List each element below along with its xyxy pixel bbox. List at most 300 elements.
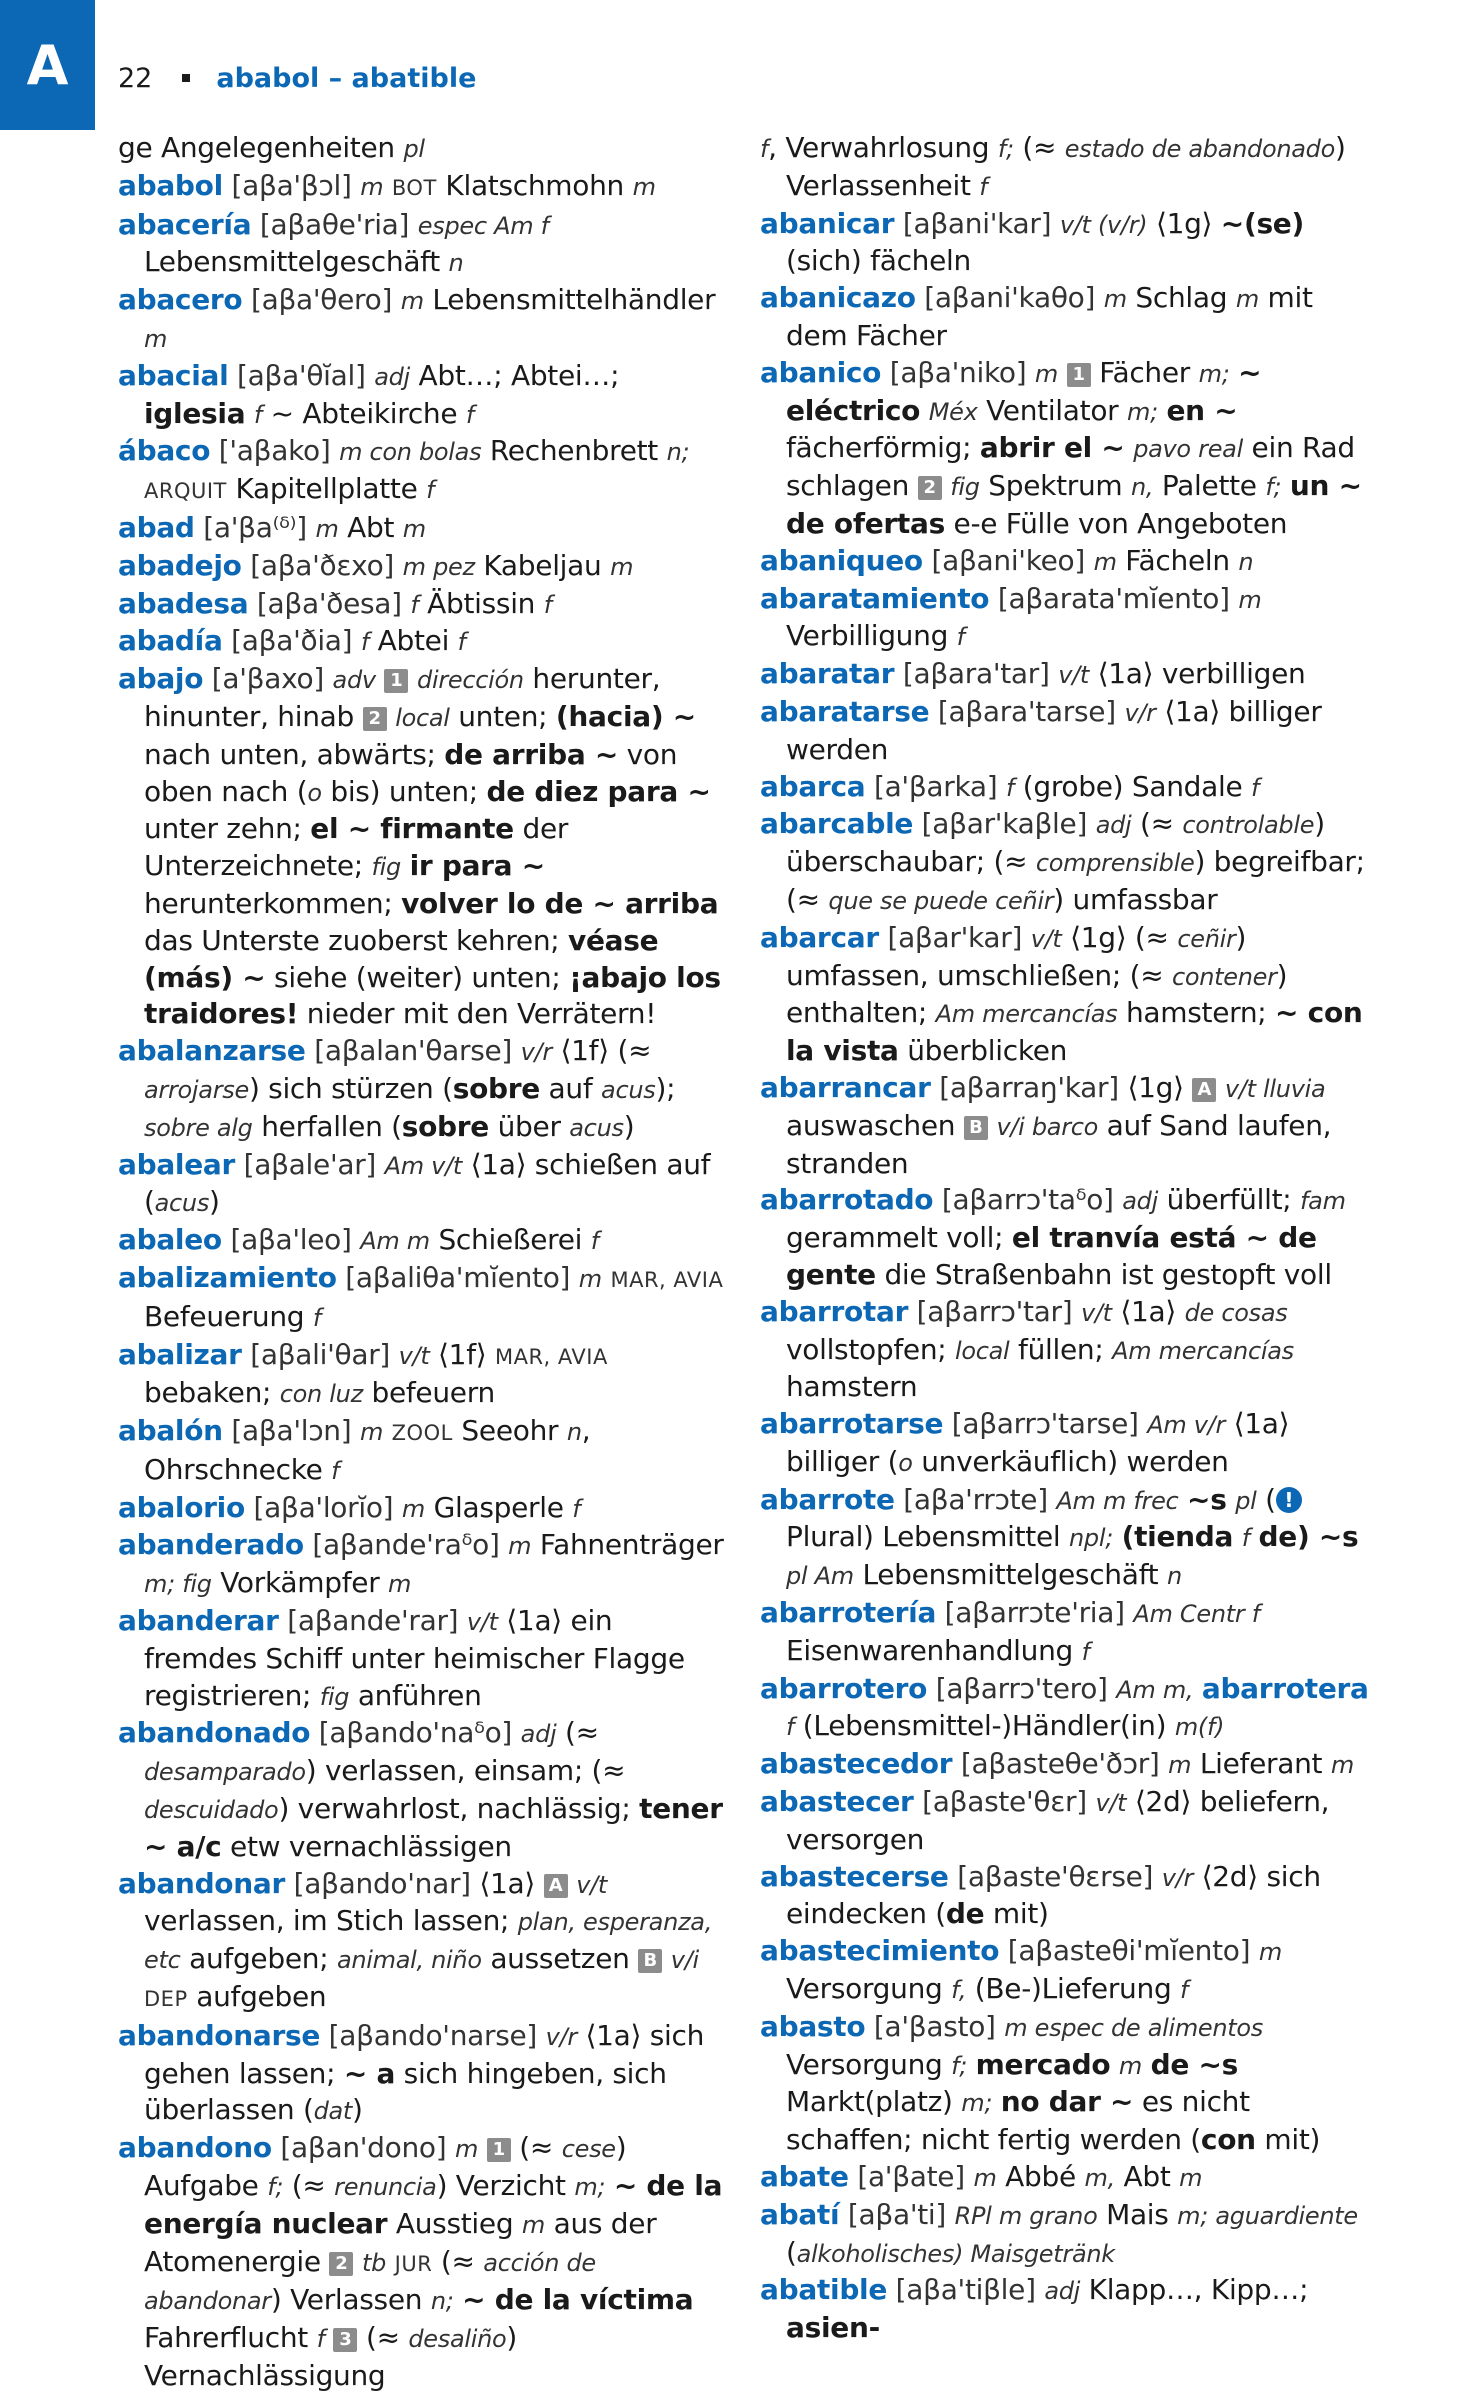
definition-text: ): [352, 2093, 363, 2127]
dictionary-entry: [118, 282, 728, 358]
headword: abalorio: [118, 1490, 245, 1524]
grammar-label: m;: [1198, 359, 1230, 388]
definition-text: ⟨1g⟩: [1127, 1070, 1193, 1104]
definition-text: auf: [539, 1071, 602, 1105]
definition-text: [353, 2245, 362, 2278]
definition-text: ) verlassen, einsam; (≈: [305, 1754, 626, 1788]
definition-text: (≈: [357, 2321, 409, 2355]
pronunciation: [aβaθe'ria]: [251, 207, 418, 241]
definition-text: mit dem Fächer: [786, 281, 1313, 352]
grammar-label: v/r: [520, 1038, 552, 1067]
definition-text: [376, 662, 385, 695]
definition-text: Lieferant: [1191, 1747, 1331, 1781]
definition-text: mit): [1255, 2123, 1321, 2157]
pronunciation: [aβa'lɔn]: [222, 1414, 360, 1448]
phrase: mercado: [975, 2047, 1111, 2081]
definition-text: [1178, 1483, 1187, 1516]
phrase: abrir el ~: [979, 431, 1125, 465]
definition-text: Glasperle: [424, 1490, 573, 1524]
grammar-label: f: [1180, 1976, 1189, 2005]
pronunciation: [a'βa⁽ᵟ⁾]: [194, 510, 316, 544]
definition-text: die Straßenbahn ist gestopft voll: [875, 1257, 1332, 1291]
pronunciation: ['aβako]: [210, 434, 340, 468]
grammar-label: m: [973, 2164, 997, 2193]
definition-text: (sich) fächeln: [786, 244, 971, 278]
right-column: [760, 130, 1372, 2347]
pronunciation: [aβaste'θɛr]: [913, 1785, 1096, 1819]
sense-number: 3: [333, 2328, 357, 2352]
grammar-label: fig: [371, 853, 401, 882]
grammar-label: f: [316, 2325, 325, 2354]
pronunciation: [aβa'θero]: [242, 283, 401, 317]
grammar-label: m: [610, 552, 634, 581]
headword: abaratamiento: [760, 581, 990, 615]
headword: abad: [118, 510, 195, 544]
grammar-label: n;: [666, 438, 690, 467]
definition-text: von oben nach (: [144, 737, 678, 808]
grammar-label: adv: [332, 666, 376, 695]
grammar-label: adj: [1044, 2277, 1081, 2306]
phrase: (tienda: [1121, 1520, 1234, 1554]
grammar-label: m: [144, 324, 168, 353]
pronunciation: [aβasteθe'ðɔr]: [952, 1747, 1169, 1781]
grammar-label: Am v/t: [384, 1151, 462, 1180]
headword: abarrotarse: [760, 1407, 944, 1441]
definition-text: [478, 2131, 487, 2164]
grammar-label: m; aguardiente: [1177, 2201, 1358, 2230]
grammar-label: Am m: [360, 1227, 430, 1256]
grammar-label: RPl m grano: [954, 2201, 1098, 2230]
definition-text: ) verwahrlost, nachlässig;: [278, 1792, 640, 1826]
dictionary-entry: [760, 355, 1372, 543]
pronunciation: [aβa'ðia]: [222, 624, 361, 658]
grammar-label: desamparado: [144, 1758, 306, 1787]
grammar-label: alkoholisches) Maisgetränk: [796, 2239, 1115, 2268]
headword: abandonar: [118, 1866, 285, 1900]
headword: abatí: [760, 2197, 840, 2231]
dictionary-entry: [118, 586, 728, 624]
pronunciation: [aβando'naᵟo]: [310, 1716, 521, 1750]
headword: abatible: [760, 2273, 888, 2307]
definition-text: ) Verlassenheit: [786, 131, 1346, 202]
definition-text: hamstern: [786, 1370, 918, 1404]
dictionary-entry: [760, 280, 1372, 355]
dictionary-entry: [760, 769, 1372, 807]
dictionary-entry: [118, 510, 728, 548]
grammar-label: sobre alg: [144, 1113, 253, 1142]
dictionary-entry: [760, 2009, 1372, 2159]
definition-text: das Unterste zuoberst kehren;: [144, 923, 569, 957]
sense-number: 2: [363, 707, 387, 731]
definition-text: [325, 2321, 334, 2354]
headword: abaratar: [760, 657, 895, 691]
headword: abanicar: [760, 206, 895, 240]
grammar-label: v/t: [1080, 1298, 1112, 1327]
dictionary-entry: [760, 130, 1372, 206]
grammar-label: m: [388, 1570, 412, 1599]
sense-number: 2: [329, 2252, 353, 2276]
headword: abastecimiento: [760, 1934, 1000, 1968]
grammar-label: m: [1179, 2164, 1203, 2193]
grammar-label: adj: [520, 1720, 557, 1749]
grammar-label: f: [465, 400, 475, 429]
grammar-label: f: [457, 628, 466, 657]
definition-text: (≈: [510, 2131, 562, 2165]
grammar-label: local: [955, 1336, 1010, 1365]
definition-text: unten;: [449, 699, 556, 733]
headword: ábaco: [118, 434, 211, 468]
pronunciation: [aβar'kaβle]: [913, 807, 1096, 841]
grammar-label: m: [402, 514, 426, 543]
phrase: ~(se): [1220, 206, 1304, 240]
sense-number: B: [638, 1949, 662, 1973]
definition-text: [454, 2283, 463, 2316]
grammar-label: m,: [1084, 2164, 1115, 2193]
definition-text: auswaschen: [786, 1108, 964, 1142]
grammar-label: m: [359, 1418, 384, 1447]
definition-text: aufgeben: [187, 1980, 327, 2014]
headword: abarrotado: [760, 1183, 934, 1217]
dictionary-entry: [760, 920, 1372, 1070]
dictionary-entry: [760, 694, 1372, 769]
grammar-label: f: [426, 476, 435, 505]
grammar-label: f: [786, 1713, 795, 1742]
definition-text: ) überschaubar; (≈: [786, 807, 1325, 879]
grammar-label: pl Am: [786, 1562, 854, 1591]
pronunciation: [aβara'tarse]: [929, 694, 1125, 728]
phrase: de arriba ~: [444, 737, 619, 771]
dictionary-entry: [760, 1070, 1372, 1182]
sense-number: 1: [487, 2138, 511, 2162]
grammar-label: f: [590, 1227, 599, 1256]
grammar-label: m: [1103, 285, 1127, 314]
definition-text: [1058, 356, 1067, 389]
headword: abarrotero: [760, 1671, 928, 1705]
definition-text: Schlag: [1126, 281, 1236, 315]
grammar-label: f: [1005, 773, 1015, 802]
headword: abacería: [118, 207, 252, 241]
definition-text: Abt…; Abtei…;: [409, 358, 620, 392]
grammar-label: m: [521, 2210, 545, 2239]
grammar-label: fig: [950, 473, 980, 502]
headword: abanico: [760, 355, 882, 389]
definition-text: Kabeljau: [474, 548, 611, 582]
pronunciation: [aβande'raᵟo]: [303, 1528, 509, 1562]
definition-text: [1142, 2048, 1151, 2081]
headword: abacero: [118, 283, 243, 317]
pronunciation: [a'βate]: [848, 2160, 974, 2194]
dictionary-entry: [760, 1294, 1372, 1406]
definition-text: Versorgung: [786, 2047, 952, 2081]
dictionary-entry: [760, 1595, 1372, 1671]
grammar-label: n: [448, 249, 464, 278]
grammar-label: m;: [961, 2089, 993, 2118]
pronunciation: [aβarrɔ'tarse]: [943, 1407, 1148, 1441]
headword: abandono: [118, 2131, 272, 2165]
domain-label: ZOOL: [391, 1421, 453, 1446]
definition-text: (: [786, 2235, 797, 2269]
definition-text: [605, 2169, 614, 2202]
pronunciation: [aβali'θar]: [241, 1337, 399, 1371]
dictionary-entry: [118, 1337, 728, 1414]
left-column: [118, 130, 728, 2395]
definition-text: Ventilator: [977, 393, 1127, 427]
grammar-label: n: [1166, 1562, 1182, 1591]
pronunciation: [a'βaxo]: [203, 662, 333, 696]
definition-text: (≈: [1013, 131, 1065, 164]
grammar-label: m espec de alimentos: [1004, 2013, 1263, 2042]
headword: abarcable: [760, 807, 914, 841]
definition-text: ⟨1a⟩: [1111, 1294, 1185, 1328]
definition-text: [387, 700, 396, 733]
definition-text: ) umfassen, umschließen; (≈: [786, 920, 1247, 992]
grammar-label: v/r: [1161, 1863, 1194, 1892]
pronunciation: [aβa'ðɛxo]: [241, 548, 403, 582]
dictionary-entry: [760, 2159, 1372, 2197]
definition-text: aussetzen: [481, 1942, 639, 1976]
definition-text: ⟨1g⟩: [1147, 206, 1221, 240]
grammar-label: m: [508, 1532, 532, 1561]
definition-text: , Verwahrlosung: [768, 131, 998, 164]
grammar-label: plan, esperanza, etc: [144, 1908, 713, 1975]
definition-text: ): [623, 1109, 635, 1143]
grammar-label: descuidado: [144, 1796, 279, 1825]
phrase: ~s: [1187, 1482, 1227, 1516]
sense-number: A: [1192, 1078, 1216, 1102]
grammar-label: f: [410, 590, 419, 619]
grammar-label: f: [331, 1456, 340, 1485]
phrase: de ~s: [1150, 2047, 1239, 2081]
definition-text: [383, 1414, 392, 1447]
definition-text: ) Verzicht: [436, 2169, 575, 2203]
definition-text: Äbtissin: [418, 586, 544, 620]
pronunciation: [aβan'dono]: [271, 2131, 455, 2165]
headword: abarrote: [760, 1482, 895, 1516]
grammar-label: f: [543, 590, 552, 619]
headword: abarrotera: [1201, 1671, 1369, 1705]
definition-text: herfallen (: [252, 1109, 402, 1143]
grammar-label: f;: [267, 2173, 284, 2202]
pronunciation: [aβar'kar]: [878, 920, 1031, 954]
definition-text: Schießerei: [429, 1223, 591, 1257]
headword: abandonado: [118, 1716, 311, 1750]
letter-tab-label: A: [26, 33, 69, 97]
definition-text: hamstern;: [1117, 996, 1276, 1030]
grammar-label: m: [1034, 359, 1059, 388]
grammar-label: v/t (v/r): [1059, 210, 1148, 239]
grammar-label: n: [566, 1418, 582, 1447]
definition-text: (≈: [556, 1716, 599, 1750]
pronunciation: [aβa'leo]: [221, 1223, 361, 1257]
dictionary-entry: [118, 1147, 728, 1223]
phrase: iglesia: [144, 396, 246, 430]
definition-text: Eisenwarenhandlung: [786, 1633, 1082, 1667]
headword: abasto: [760, 2009, 866, 2043]
definition-text: Versorgung: [786, 1972, 952, 2006]
definition-text: herunter, hinunter, hinab: [144, 662, 661, 733]
domain-label: MAR, AVIA: [610, 1267, 724, 1292]
pronunciation: [aβasteθi'mĭento]: [999, 1934, 1259, 1968]
grammar-label: m: [632, 172, 656, 201]
grammar-label: pavo real: [1133, 435, 1243, 464]
definition-text: Verbilligung: [786, 619, 957, 653]
definition-text: Klatschmohn: [436, 168, 633, 202]
phrase: ~ con la vista: [786, 996, 1363, 1068]
pronunciation: [aβale'ar]: [235, 1147, 385, 1181]
grammar-label: m: [401, 1494, 425, 1523]
dictionary-entry: [118, 168, 728, 207]
definition-text: Spektrum: [979, 469, 1131, 503]
definition-text: bebaken;: [144, 1376, 280, 1410]
definition-text: Abt: [338, 510, 403, 544]
domain-label: MAR, AVIA: [494, 1344, 608, 1369]
grammar-label: fam: [1300, 1187, 1346, 1216]
headword: abaniqueo: [760, 543, 923, 577]
dictionary-entry: [760, 1482, 1372, 1595]
grammar-label: Méx: [928, 397, 978, 426]
pronunciation: [aβa'rrɔte]: [894, 1482, 1057, 1516]
definition-text: Kapitellplatte: [226, 472, 427, 506]
definition-text: );: [655, 1071, 676, 1105]
grammar-label: adj: [1122, 1187, 1158, 1216]
grammar-label: que se puede ceñir: [828, 886, 1054, 915]
definition-text: [245, 397, 254, 430]
phrase: ~ de la víctima: [462, 2283, 694, 2317]
headword: abaleo: [118, 1223, 222, 1257]
dictionary-entry: [760, 2272, 1372, 2347]
grammar-label: Am v/r: [1147, 1411, 1226, 1440]
definition-text: [1250, 1520, 1259, 1553]
grammar-label: o: [898, 1448, 913, 1477]
pronunciation: [aβando'nar]: [284, 1866, 480, 1900]
pronunciation: [aβa'tiβle]: [887, 2273, 1045, 2307]
definition-text: [408, 662, 417, 695]
grammar-label: contener: [1171, 962, 1277, 991]
phrase: (hacia) ~: [555, 699, 696, 733]
grammar-label: adj: [1095, 811, 1132, 840]
grammar-label: m: [315, 514, 339, 543]
phrase: un ~ de ofertas: [786, 469, 1362, 540]
grammar-label: v/t: [576, 1870, 608, 1899]
page-range: ababol – abatible: [216, 62, 477, 94]
grammar-label: f: [360, 628, 370, 657]
dictionary-entry: [118, 1490, 728, 1528]
definition-text: vollstopfen;: [786, 1332, 955, 1366]
dictionary-entry: [118, 1715, 728, 1865]
domain-label: DEP: [144, 1987, 188, 2012]
grammar-label: f: [1251, 773, 1260, 802]
headword: abalizamiento: [118, 1260, 337, 1294]
definition-text: (Be-)Lieferung: [966, 1972, 1181, 2006]
definition-text: Plural) Lebensmittel: [786, 1520, 1069, 1554]
pronunciation: [aβaste'θɛrse]: [948, 1859, 1162, 1893]
dictionary-entry: [760, 543, 1372, 581]
grammar-label: m(f): [1174, 1713, 1225, 1742]
definition-text: gerammelt voll;: [786, 1221, 1012, 1255]
definition-text: [1125, 431, 1134, 464]
dictionary-entry: [118, 1603, 728, 1715]
definition-text: Befeuerung: [144, 1299, 313, 1333]
page-number: 22: [118, 62, 153, 94]
dictionary-entry: [760, 656, 1372, 694]
definition-text: es nicht schaffen; nicht fertig werden (: [786, 2085, 1250, 2157]
definition-text: Mais: [1097, 2197, 1178, 2231]
definition-text: ⟨2d⟩ sich eindecken (: [786, 1859, 1321, 1931]
phrase: volver lo de ~ arriba: [401, 886, 719, 920]
grammar-label: comprensible: [1035, 849, 1195, 878]
definition-text: unverkäuflich) werden: [912, 1444, 1229, 1478]
definition-text: (≈: [432, 2244, 484, 2278]
phrase: ~ a: [343, 2056, 396, 2090]
definition-text: [383, 169, 392, 202]
grammar-label: local: [395, 703, 450, 732]
dictionary-entry: [760, 1671, 1372, 1747]
definition-text: Abbé: [996, 2160, 1085, 2194]
pronunciation: [aβarrɔte'ria]: [936, 1596, 1134, 1630]
grammar-label: v/i barco: [996, 1112, 1099, 1141]
definition-text: [1193, 1672, 1202, 1705]
definition-text: ⟨1a⟩: [479, 1866, 544, 1900]
definition-text: , Ohrschnecke: [144, 1414, 591, 1486]
definition-text: ⟨1a⟩ billiger werden: [786, 694, 1322, 766]
definition-text: [1281, 469, 1290, 502]
definition-text: (grobe) Sandale: [1014, 769, 1251, 803]
domain-label: JUR: [394, 2251, 433, 2276]
grammar-label: f;: [951, 2051, 968, 2080]
definition-text: ⟨1a⟩ verbilligen: [1089, 657, 1306, 691]
definition-text: über: [489, 1109, 570, 1143]
definition-text: [1229, 356, 1238, 389]
definition-text: [386, 2245, 395, 2278]
dictionary-entry: [118, 1866, 728, 2018]
grammar-label: npl;: [1068, 1524, 1113, 1553]
definition-text: [1113, 1520, 1122, 1553]
headword: abarrotería: [760, 1596, 937, 1630]
definition-text: füllen;: [1009, 1332, 1113, 1366]
dictionary-entry: [118, 623, 728, 661]
grammar-label: renuncia: [334, 2173, 437, 2202]
definition-text: ein Rad schlagen: [786, 431, 1355, 503]
definition-text: ge Angelegenheiten: [118, 131, 404, 164]
phrase: ~ de la energía nuclear: [144, 2169, 723, 2240]
headword: abastecer: [760, 1785, 914, 1819]
grammar-label: pl: [1235, 1486, 1257, 1515]
grammar-label: f: [760, 135, 769, 163]
definition-text: Abt: [1114, 2160, 1180, 2194]
headword: abadía: [118, 624, 223, 658]
definition-text: ) Verlassen: [270, 2283, 431, 2317]
dictionary-entry: [118, 1222, 728, 1260]
grammar-label: v/t lluvia: [1224, 1074, 1326, 1103]
dictionary-entry: [760, 1933, 1372, 2009]
grammar-label: m;: [574, 2173, 606, 2202]
grammar-label: acus: [601, 1075, 656, 1104]
dictionary-entry: [118, 358, 728, 434]
grammar-label: m pez: [402, 552, 475, 581]
phrase: con: [1200, 2123, 1256, 2157]
dictionary-entry: [118, 2018, 728, 2130]
dictionary-entry: [760, 806, 1372, 919]
dictionary-entry: [118, 433, 728, 510]
headword: ababol: [118, 168, 223, 202]
grammar-label: Am m,: [1116, 1675, 1194, 1704]
exclamation-circle-icon: !: [1276, 1487, 1302, 1513]
grammar-label: f,: [951, 1976, 967, 2005]
pronunciation: [aβa'ti]: [839, 2197, 955, 2231]
sense-number: A: [544, 1874, 568, 1898]
headword: abate: [760, 2160, 849, 2194]
definition-text: Seeohr: [452, 1414, 567, 1448]
